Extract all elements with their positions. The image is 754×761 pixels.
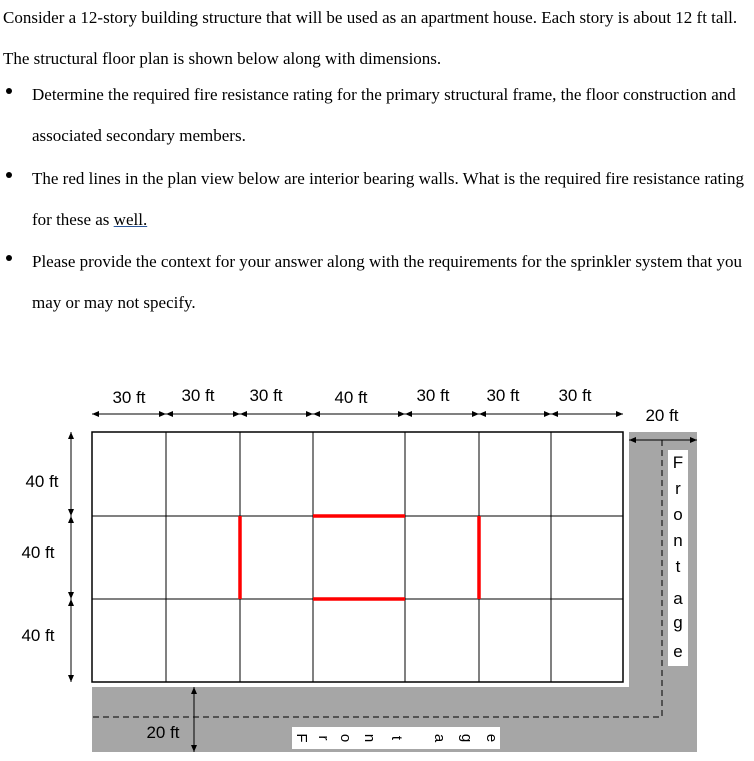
frontage-letter: F <box>672 453 684 472</box>
top-dim-label: 30 ft <box>112 388 146 407</box>
frontage-letter: r <box>675 479 681 498</box>
left-dim-label: 40 ft <box>21 626 55 645</box>
frontage-letter: r <box>315 735 333 741</box>
top-dim-label: 30 ft <box>558 386 592 405</box>
frontage-letter: a <box>431 733 449 743</box>
top-dim-label: 30 ft <box>416 386 450 405</box>
frontage-letter: e <box>483 733 501 743</box>
frontage-label-vertical <box>668 450 688 666</box>
top-dim-label: 30 ft <box>486 386 520 405</box>
frontage-letter: g <box>458 733 476 743</box>
frontage-width-label-right: 20 ft <box>645 406 679 425</box>
frontage-letter: o <box>673 505 683 524</box>
frontage-letter: n <box>673 531 683 550</box>
frontage-letter: F <box>293 733 311 743</box>
bullet-text-1: Determine the required fire resistance rating for the primary structural frame, the floor construction and associated secondary members. <box>32 85 736 145</box>
frontage-label-bottom <box>292 727 500 749</box>
frontage-letter: a <box>673 589 683 608</box>
frontage-letter: t <box>388 735 406 741</box>
frontage-letter: t <box>675 557 681 576</box>
bullet-text-3: Please provide the context for your answer along with the requirements for the sprinkler system that you may or may not specify. <box>32 252 743 312</box>
frontage-letter: o <box>337 733 355 743</box>
left-dim-label: 40 ft <box>21 543 55 562</box>
frontage-letter: n <box>361 733 379 743</box>
top-dim-label: 40 ft <box>334 388 368 407</box>
top-dim-label: 30 ft <box>181 386 215 405</box>
bullet-text-2: The red lines in the plan view below are interior bearing walls. What is the required fire resistance rating for these as <box>32 169 745 229</box>
frontage-letter: g <box>673 613 683 632</box>
intro-text: Consider a 12-story building structure that will be used as an apartment house. Each story is about 12 ft tall. The structural floor plan is shown below along with dimensions. <box>3 8 738 68</box>
building-outline <box>92 432 623 682</box>
frontage-width-label-bottom: 20 ft <box>146 723 180 742</box>
left-dim-label: 40 ft <box>25 472 59 491</box>
frontage-letter: e <box>673 642 683 661</box>
well-link[interactable]: well. <box>113 210 148 229</box>
top-dim-label: 30 ft <box>249 386 283 405</box>
